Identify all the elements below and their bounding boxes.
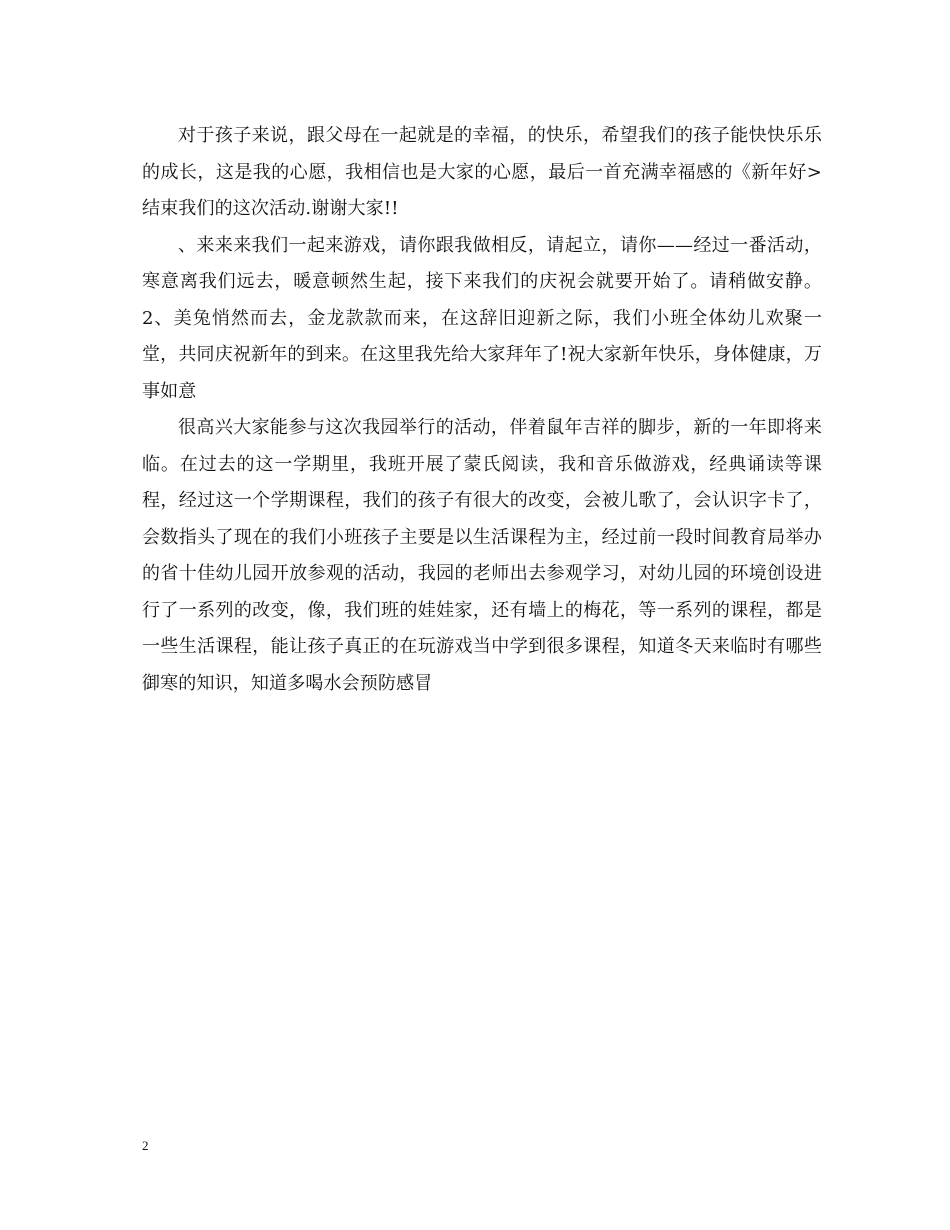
paragraph-2: 、来来来我们一起来游戏，请你跟我做相反，请起立，请你——经过一番活动，寒意离我们远去，暖意顿然生起，接下来我们的庆祝会就要开始了。请稍做安静。2、美兔悄然而去，金龙款款而来，在这辞旧迎新之际，我们小班全体幼儿欢聚一堂，共同庆祝新年的到来。在这里我先给大家拜年了!祝大家新年快乐，身体健康，万事如意 — [142, 234, 822, 402]
page-number: 2 — [142, 1138, 149, 1153]
paragraph-1: 对于孩子来说，跟父母在一起就是的幸福，的快乐，希望我们的孩子能快快乐乐的成长，这是我的心愿，我相信也是大家的心愿，最后一首充满幸福感的《新年好>结束我们的这次活动.谢谢大家!! — [142, 125, 822, 219]
paragraph-3: 很高兴大家能参与这次我园举行的活动，伴着鼠年吉祥的脚步，新的一年即将来临。在过去的这一学期里，我班开展了蒙氏阅读，我和音乐做游戏，经典诵读等课程，经过这一个学期课程，我们的孩子有很大的改变，会被儿歌了，会认识字卡了，会数指头了现在的我们小班孩子主要是以生活课程为主，经过前一段时间教育局举办的省十佳幼儿园开放参观的活动，我园的老师出去参观学习，对幼儿园的环境创设进行了一系列的改变，像，我们班的娃娃家，还有墙上的梅花，等一系列的课程，都是一些生活课程，能让孩子真正的在玩游戏当中学到很多课程，知道冬天来临时有哪些御寒的知识，知道多喝水会预防感冒 — [142, 417, 822, 694]
document-body — [142, 118, 822, 702]
